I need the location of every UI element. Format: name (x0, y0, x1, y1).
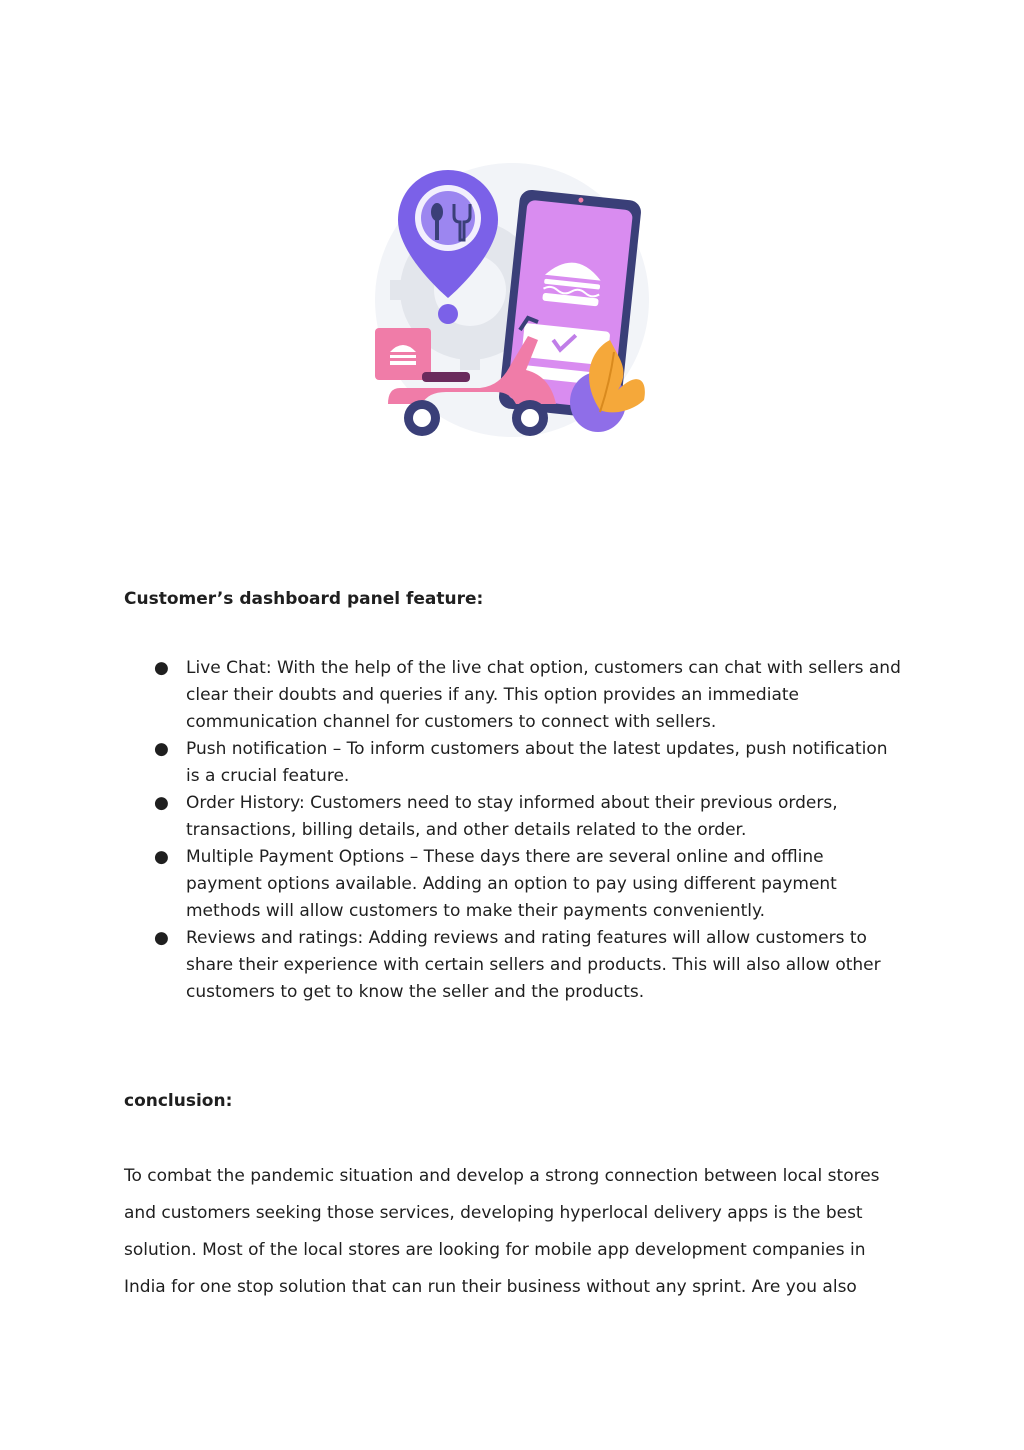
section-heading-customer-dashboard: Customer’s dashboard panel feature: (124, 589, 484, 609)
section-heading-conclusion: conclusion: (124, 1091, 233, 1111)
list-item-text: Order History: Customers need to stay informed about their previous orders, transactions, billing details, and other details related to the order. (186, 793, 838, 840)
conclusion-paragraph: To combat the pandemic situation and develop a strong connection between local stores and customers seeking those services, developing hyperlocal delivery apps is the best solution. Most of the local stores are looking for mobile app development companies in India for one stop solution that can run their business without any sprint. Are you also (124, 1166, 880, 1297)
list-item (124, 925, 904, 1006)
list-item-text: Live Chat: With the help of the live chat option, customers can chat with sellers and clear their doubts and queries if any. This option provides an immediate communication channel for customers to connect with sellers. (186, 658, 901, 732)
bullet-icon: ● (154, 793, 169, 813)
bullet-icon: ● (154, 739, 169, 759)
list-item-text: Reviews and ratings: Adding reviews and rating features will allow customers to share their experience with certain sellers and products. This will also allow other customers to get to know the seller and the products. (186, 928, 881, 1002)
bullet-icon: ● (154, 928, 169, 948)
list-item (124, 655, 904, 736)
feature-list (124, 655, 904, 1006)
bullet-icon: ● (154, 658, 169, 678)
food-delivery-scooter-icon (360, 160, 660, 450)
list-item (124, 736, 904, 790)
food-delivery-illustration (360, 160, 660, 450)
bullet-icon: ● (154, 847, 169, 867)
list-item (124, 844, 904, 925)
list-item (124, 790, 904, 844)
list-item-text: Push notification – To inform customers about the latest updates, push notification is a crucial feature. (186, 739, 888, 786)
list-item-text: Multiple Payment Options – These days there are several online and offline payment options available. Adding an option to pay using different payment methods will allow customers to make their payments conveniently. (186, 847, 837, 921)
